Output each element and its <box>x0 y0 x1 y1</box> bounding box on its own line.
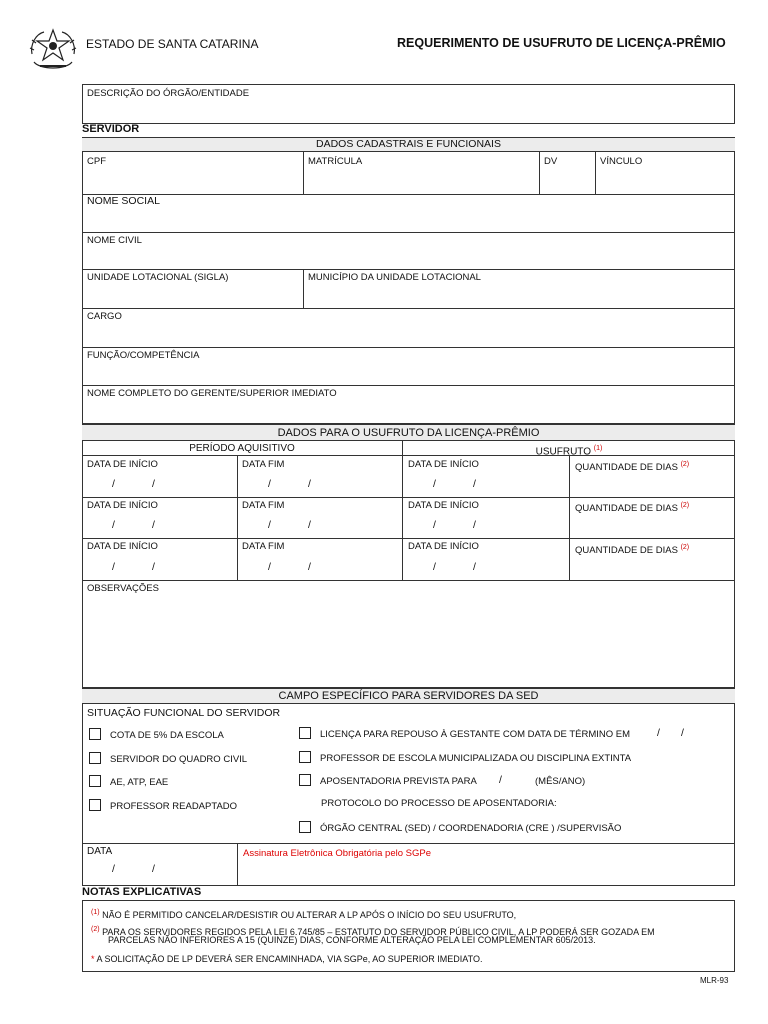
table-rule <box>82 385 735 386</box>
mes-ano-label: (MÊS/ANO) <box>535 776 586 787</box>
nota-2-cont: PARCELAS NÃO INFERIORES A 15 (QUINZE) DIAS, CONFORME ALTERAÇÃO PELA LEI COMPLEMENTAR 605/2013. <box>108 935 596 945</box>
municipio-label: MUNICÍPIO DA UNIDADE LOTACIONAL <box>308 272 481 283</box>
table-rule <box>539 152 540 194</box>
orgao-central-label: ÓRGÃO CENTRAL (SED) / COORDENADORIA (CRE ) /SUPERVISÃO <box>320 823 622 834</box>
usufruto-data-inicio-label: DATA DE INÍCIO <box>408 500 479 511</box>
date-slash: / <box>268 561 271 573</box>
gestante-checkbox[interactable] <box>299 727 311 739</box>
qtd-dias-label: QUANTIDADE DE DIAS $^{(2)}$ <box>575 461 690 474</box>
funcao-label: FUNÇÃO/COMPETÊNCIA <box>87 350 200 361</box>
dv-label: DV <box>544 156 558 167</box>
municipalizada-label: PROFESSOR DE ESCOLA MUNICIPALIZADA OU DISCIPLINA EXTINTA <box>320 753 632 764</box>
date-slash: / <box>473 478 476 490</box>
table-rule <box>82 308 735 309</box>
municipalizada-checkbox[interactable] <box>299 751 311 763</box>
table-rule <box>82 843 735 844</box>
table-rule <box>237 843 238 886</box>
date-slash: / <box>473 561 476 573</box>
nome-social-label: NOME SOCIAL <box>87 195 160 207</box>
table-rule <box>569 455 570 580</box>
table-rule <box>82 269 735 270</box>
data-inicio-label: DATA DE INÍCIO <box>87 541 158 552</box>
protocolo-label: PROTOCOLO DO PROCESSO DE APOSENTADORIA: <box>321 798 557 809</box>
date-slash: / <box>433 478 436 490</box>
date-slash: / <box>308 519 311 531</box>
form-title: REQUERIMENTO DE USUFRUTO DE LICENÇA-PRÊMIO <box>397 36 726 50</box>
state-coat-of-arms-icon <box>26 24 80 76</box>
date-slash: / <box>112 478 115 490</box>
cargo-label: CARGO <box>87 311 122 322</box>
periodo-aquisitivo-label: PERÍODO AQUISITIVO <box>189 443 295 454</box>
ae-atp-label: AE, ATP, EAE <box>110 777 169 788</box>
readaptado-checkbox[interactable] <box>89 799 101 811</box>
data-inicio-label: DATA DE INÍCIO <box>87 459 158 470</box>
orgao-label: DESCRIÇÃO DO ÓRGÃO/ENTIDADE <box>87 88 250 99</box>
date-slash: / <box>433 561 436 573</box>
gestante-label: LICENÇA PARA REPOUSO À GESTANTE COM DATA DE TÉRMINO EM <box>320 729 631 740</box>
usufruto-band: DADOS PARA O USUFRUTO DA LICENÇA-PRÊMIO <box>82 424 735 441</box>
table-rule <box>82 347 735 348</box>
nota-3: * A SOLICITAÇÃO DE LP DEVERÁ SER ENCAMINHADA, VIA SGPe, AO SUPERIOR IMEDIATO. <box>91 954 483 964</box>
table-rule <box>595 152 596 194</box>
table-rule <box>82 232 735 233</box>
date-slash: / <box>499 774 502 786</box>
qtd-dias-label: QUANTIDADE DE DIAS $^{(2)}$ <box>575 544 690 557</box>
state-crest <box>26 24 80 76</box>
vinculo-label: VÍNCULO <box>600 156 643 167</box>
table-rule <box>82 538 735 539</box>
nota-2: $^{(2)}$ PARA OS SERVIDORES REGIDOS PELA LEI 6.745/85 – ESTATUTO DO SERVIDOR PÚBLICO CIVIL, A LP PODERÁ SER GOZADA EM <box>91 926 655 937</box>
cota-label: COTA DE 5% DA ESCOLA <box>110 730 224 741</box>
dados-cadastrais-band: DADOS CADASTRAIS E FUNCIONAIS <box>82 137 735 152</box>
ae-atp-checkbox[interactable] <box>89 775 101 787</box>
aposentadoria-checkbox[interactable] <box>299 774 311 786</box>
aposentadoria-label: APOSENTADORIA PREVISTA PARA <box>320 776 477 787</box>
table-rule <box>82 497 735 498</box>
table-rule <box>303 269 304 308</box>
nota-1: $^{(1)}$ NÃO É PERMITIDO CANCELAR/DESISTIR OU ALTERAR A LP APÓS O INÍCIO DO SEU USUFRUTO, <box>91 909 517 920</box>
cpf-label: CPF <box>87 156 106 167</box>
date-slash: / <box>112 519 115 531</box>
usufruto-label: USUFRUTO $^{(1)}$ <box>535 445 603 458</box>
nome-civil-label: NOME CIVIL <box>87 235 142 246</box>
assinatura-label: Assinatura Eletrônica Obrigatória pelo SGPe <box>243 848 431 859</box>
notas-title: NOTAS EXPLICATIVAS <box>82 886 202 898</box>
date-slash: / <box>681 727 684 739</box>
quadro-civil-label: SERVIDOR DO QUADRO CIVIL <box>110 754 248 765</box>
date-slash: / <box>657 727 660 739</box>
data-fim-label: DATA FIM <box>242 541 285 552</box>
data-inicio-label: DATA DE INÍCIO <box>87 500 158 511</box>
date-slash: / <box>152 863 155 875</box>
sed-band: CAMPO ESPECÍFICO PARA SERVIDORES DA SED <box>82 688 735 704</box>
matricula-label: MATRÍCULA <box>308 156 363 167</box>
situacao-label: SITUAÇÃO FUNCIONAL DO SERVIDOR <box>87 707 281 719</box>
usufruto-data-inicio-label: DATA DE INÍCIO <box>408 459 479 470</box>
date-slash: / <box>152 561 155 573</box>
data-label: DATA <box>87 846 113 857</box>
date-slash: / <box>268 478 271 490</box>
table-rule <box>82 194 735 195</box>
gerente-label: NOME COMPLETO DO GERENTE/SUPERIOR IMEDIATO <box>87 388 337 399</box>
date-slash: / <box>268 519 271 531</box>
date-slash: / <box>112 561 115 573</box>
date-slash: / <box>308 561 311 573</box>
date-slash: / <box>152 519 155 531</box>
quadro-civil-checkbox[interactable] <box>89 752 101 764</box>
table-rule <box>402 441 403 580</box>
form-code: MLR-93 <box>700 976 729 985</box>
data-fim-label: DATA FIM <box>242 459 285 470</box>
date-slash: / <box>112 863 115 875</box>
usufruto-data-inicio-label: DATA DE INÍCIO <box>408 541 479 552</box>
observacoes-label: OBSERVAÇÕES <box>87 583 159 594</box>
date-slash: / <box>152 478 155 490</box>
servidor-section-title: SERVIDOR <box>82 123 140 135</box>
cota-checkbox[interactable] <box>89 728 101 740</box>
table-rule <box>237 455 238 580</box>
state-name: ESTADO DE SANTA CATARINA <box>86 37 259 51</box>
unidade-label: UNIDADE LOTACIONAL (SIGLA) <box>87 272 229 283</box>
date-slash: / <box>308 478 311 490</box>
date-slash: / <box>473 519 476 531</box>
qtd-dias-label: QUANTIDADE DE DIAS $^{(2)}$ <box>575 502 690 515</box>
readaptado-label: PROFESSOR READAPTADO <box>110 801 238 812</box>
table-rule <box>303 152 304 194</box>
date-slash: / <box>433 519 436 531</box>
table-rule <box>82 580 735 581</box>
data-fim-label: DATA FIM <box>242 500 285 511</box>
orgao-central-checkbox[interactable] <box>299 821 311 833</box>
